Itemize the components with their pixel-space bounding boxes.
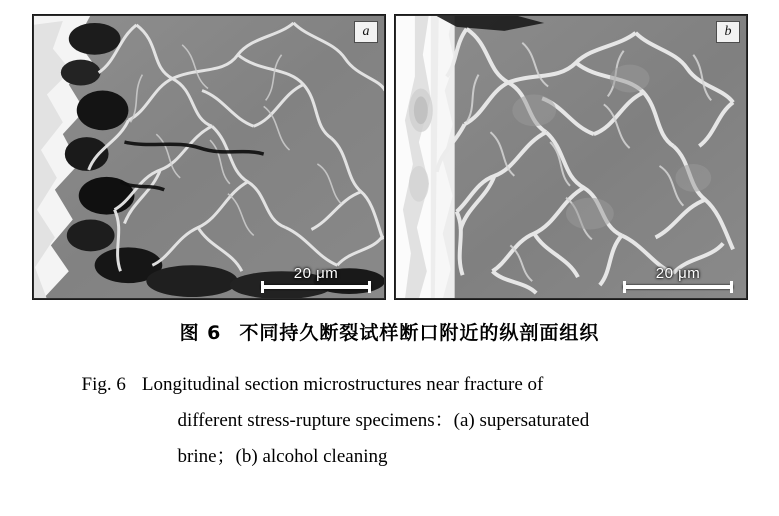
caption-english-line-2: different stress-rupture specimens：(a) supersaturated xyxy=(177,410,590,431)
micrograph-row xyxy=(32,14,748,300)
scale-bar-line-a xyxy=(261,285,371,289)
figure-caption xyxy=(0,318,779,475)
caption-chinese-number: 图 6 xyxy=(179,322,222,344)
caption-chinese-text: 不同持久断裂试样断口附近的纵剖面组织 xyxy=(239,322,600,344)
scale-bar-line-b xyxy=(623,285,733,289)
micrograph-panel-a xyxy=(32,14,386,300)
panel-letter-a: a xyxy=(354,21,378,43)
micrograph-panel-b xyxy=(394,14,748,300)
micrograph-image-a xyxy=(33,15,385,299)
caption-chinese xyxy=(0,318,779,345)
caption-english-line-3: brine；(b) alcohol cleaning xyxy=(177,446,388,467)
caption-english-text-1: Longitudinal section microstructures near fracture of xyxy=(141,374,544,395)
scale-bar-label-b: 20 μm xyxy=(655,265,701,282)
caption-english xyxy=(70,367,710,475)
micrograph-image-b xyxy=(395,15,747,299)
scale-bar-b xyxy=(623,265,733,289)
caption-english-number: Fig. 6 xyxy=(81,374,126,395)
scale-bar-a xyxy=(261,265,371,289)
panel-letter-b: b xyxy=(716,21,740,43)
caption-english-line-1 xyxy=(82,367,710,403)
scale-bar-label-a: 20 μm xyxy=(293,265,339,282)
